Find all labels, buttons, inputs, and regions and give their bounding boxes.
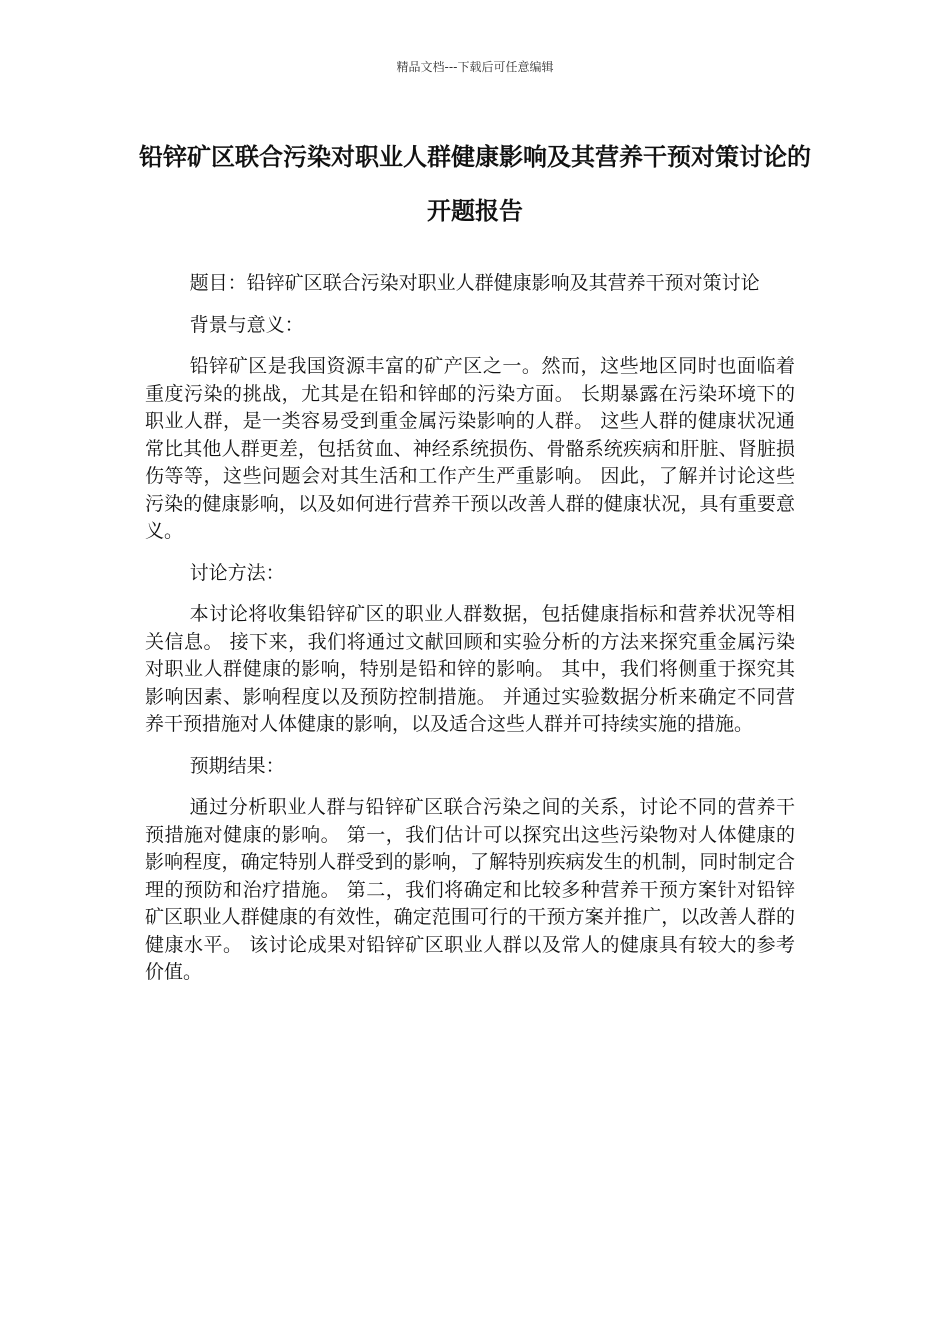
results-paragraph: 通过分析职业人群与铅锌矿区联合污染之间的关系，讨论不同的营养干预措施对健康的影响。 第一，我们估计可以探究出这些污染物对人体健康的影响程度，确定特别人群受到的影响，了解特别疾病发生的机制，同时制定合理的预防和治疗措施。 第二，我们将确定和比较多种营养干预方案针对铅锌矿区职业人群健康的有效性，确定范围可行的干预方案并推广，以改善人群的健康水平。 该讨论成果对铅锌矿区职业人群以及常人的健康具有较大的参考价值。 (145, 796, 795, 983)
method-paragraph: 本讨论将收集铅锌矿区的职业人群数据，包括健康指标和营养状况等相关信息。 接下来，我们将通过文献回顾和实验分析的方法来探究重金属污染对职业人群健康的影响，特别是铅和锌的影响。 其中，我们将侧重于探究其影响因素、影响程度以及预防控制措施。 并通过实验数据分析来确定不同营养干预措施对人体健康的影响，以及适合这些人群并可持续实施的措施。 (145, 603, 795, 735)
background-paragraph: 铅锌矿区是我国资源丰富的矿产区之一。然而，这些地区同时也面临着重度污染的挑战，尤其是在铅和锌邮的污染方面。 长期暴露在污染环境下的职业人群，是一类容易受到重金属污染影响的人群。 这些人群的健康状况通常比其他人群更差，包括贫血、神经系统损伤、骨骼系统疾病和肝脏、肾脏损伤等等，这些问题会对其生活和工作产生严重影响。 因此，了解并讨论这些污染的健康影响，以及如何进行营养干预以改善人群的健康状况，具有重要意义。 (145, 355, 795, 542)
document-body (145, 270, 795, 1001)
topic-paragraph: 题目：铅锌矿区联合污染对职业人群健康影响及其营养干预对策讨论 (189, 272, 760, 294)
section-heading-background: 背景与意义： (189, 313, 304, 336)
header-note: 精品文档---下载后可任意编辑 (396, 60, 554, 74)
section-heading-results: 预期结果： (189, 754, 285, 777)
section-heading-method: 讨论方法： (189, 561, 285, 584)
document-title: 铅锌矿区联合污染对职业人群健康影响及其营养干预对策讨论的开题报告 (139, 143, 811, 225)
